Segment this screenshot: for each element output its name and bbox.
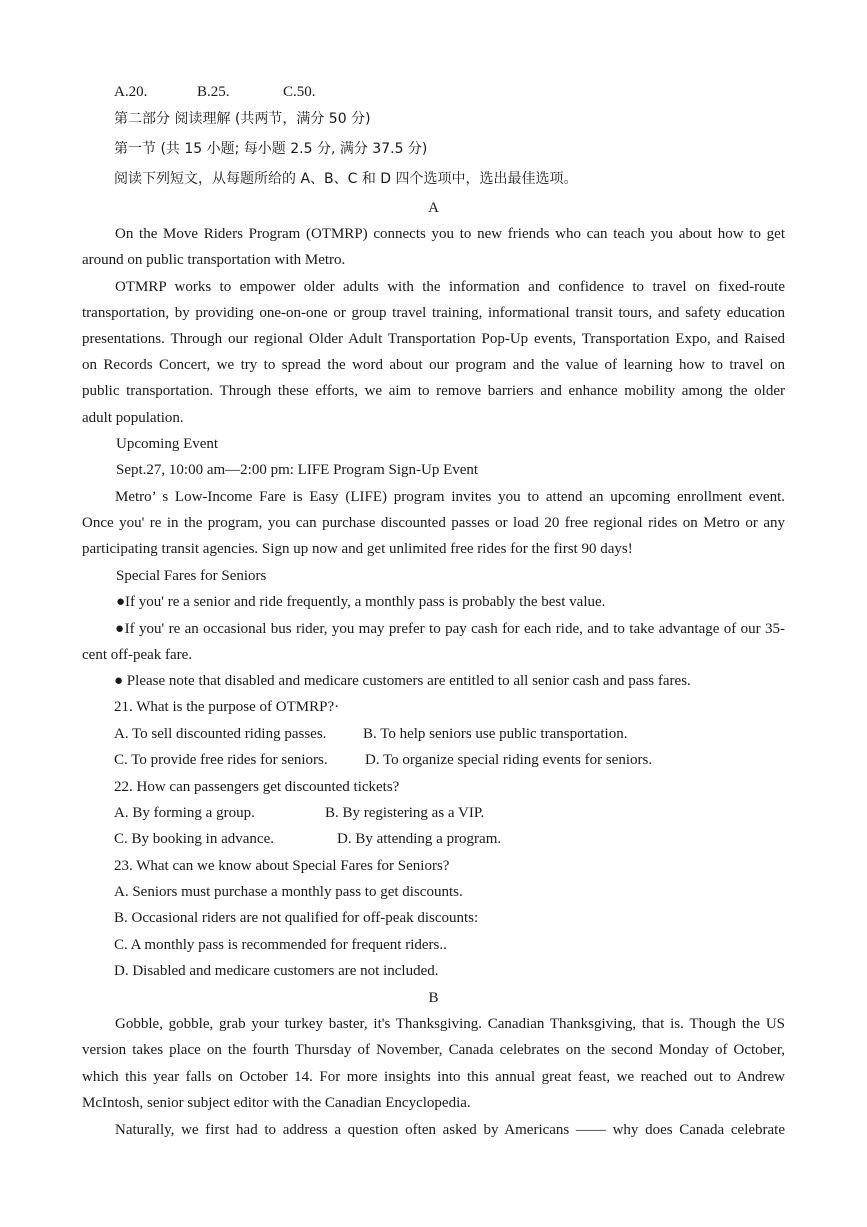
prev-option-a: A.20.	[114, 84, 148, 100]
question-22-option-c: C. By booking in advance.	[114, 831, 274, 847]
fares-bullet-2-line2: cent off-peak fare.	[82, 647, 193, 663]
question-22-stem: 22. How can passengers get discounted tickets?	[114, 779, 400, 795]
passage-b-p1-line3: which this year falls on October 14. For more insights into this annual great feast, we reached out to Andrew	[82, 1069, 785, 1085]
prev-option-b: B.25.	[197, 84, 230, 100]
instructions: 阅读下列短文，从每题所给的 A、B、C 和 D 四个选项中，选出最佳选项。	[114, 171, 578, 187]
fares-bullet-1: ●If you' re a senior and ride frequently, a monthly pass is probably the best value.	[116, 594, 606, 610]
passage-a-p3-line3: participating transit agencies. Sign up now and get unlimited free rides for the first 90 days!	[82, 541, 633, 557]
passage-a-p2-line5: public transportation. Through these efforts, we aim to remove barriers and enhance mobility among the older	[82, 383, 785, 399]
passage-b-p1-line4: McIntosh, senior subject editor with the Canadian Encyclopedia.	[82, 1095, 471, 1111]
question-21-option-c: C. To provide free rides for seniors.	[114, 752, 328, 768]
question-23-option-a: A. Seniors must purchase a monthly pass to get discounts.	[114, 884, 463, 900]
event-line: Sept.27, 10:00 am—2:00 pm: LIFE Program Sign-Up Event	[116, 462, 479, 478]
passage-a-p2-line4: on Records Concert, we try to spread the word about our program and the value of learning how to travel on	[82, 357, 785, 373]
question-21-stem: 21. What is the purpose of OTMRP?·	[114, 699, 340, 715]
question-21-option-d: D. To organize special riding events for seniors.	[365, 752, 653, 768]
fares-bullet-2-line1: ●If you' re an occasional bus rider, you may prefer to pay cash for each ride, and to take advantage of our 35-	[115, 621, 785, 637]
upcoming-event-heading: Upcoming Event	[116, 436, 219, 452]
passage-a-p2-line3: presentations. Through our regional Older Adult Transportation Pop-Up events, Transportation Expo, and Raised	[82, 331, 785, 347]
passage-a-p3-line2: Once you' re in the program, you can purchase discounted passes or load 20 free regional rides on Metro or any	[82, 515, 785, 531]
question-23-option-b: B. Occasional riders are not qualified for off-peak discounts:	[114, 910, 479, 926]
section-header: 第二部分 阅读理解 (共两节，满分 50 分)	[114, 111, 371, 127]
question-21-option-b: B. To help seniors use public transportation.	[363, 726, 628, 742]
subsection-header: 第一节 (共 15 小题; 每小题 2.5 分, 满分 37.5 分)	[114, 141, 428, 157]
passage-b-p1-line2: version takes place on the fourth Thursday of November, Canada celebrates on the second Monday of October,	[82, 1042, 785, 1058]
passage-a-p2-line2: transportation, by providing one-on-one or group travel training, informational transit tours, and safety education	[82, 305, 785, 321]
question-21-option-a: A. To sell discounted riding passes.	[114, 726, 327, 742]
passage-a-p1-line1: On the Move Riders Program (OTMRP) connects you to new friends who can teach you about how to get	[115, 226, 785, 242]
question-23-option-d: D. Disabled and medicare customers are not included.	[114, 963, 439, 979]
prev-option-c: C.50.	[283, 84, 316, 100]
passage-b-p2-line1: Naturally, we first had to address a question often asked by Americans —— why does Canada celebrate	[115, 1122, 785, 1138]
special-fares-heading: Special Fares for Seniors	[116, 568, 267, 584]
passage-a-p1-line2: around on public transportation with Metro.	[82, 252, 346, 268]
passage-a-label: A	[428, 200, 439, 216]
passage-a-p2-line1: OTMRP works to empower older adults with the information and confidence to travel on fixed-route	[115, 279, 785, 295]
passage-b-label: B	[428, 990, 439, 1006]
question-23-stem: 23. What can we know about Special Fares for Seniors?	[114, 858, 450, 874]
passage-a-p2-line6: adult population.	[82, 410, 184, 426]
question-23-option-c: C. A monthly pass is recommended for frequent riders..	[114, 937, 447, 953]
fares-bullet-3: ● Please note that disabled and medicare customers are entitled to all senior cash and pass fares.	[114, 673, 691, 689]
question-22-option-a: A. By forming a group.	[114, 805, 255, 821]
passage-a-p3-line1: Metro’ s Low-Income Fare is Easy (LIFE) program invites you to attend an upcoming enrollment event.	[115, 489, 785, 505]
passage-b-p1-line1: Gobble, gobble, grab your turkey baster, it's Thanksgiving. Canadian Thanksgiving, that is. Though the US	[115, 1016, 785, 1032]
question-22-option-b: B. By registering as a VIP.	[325, 805, 485, 821]
question-22-option-d: D. By attending a program.	[337, 831, 502, 847]
